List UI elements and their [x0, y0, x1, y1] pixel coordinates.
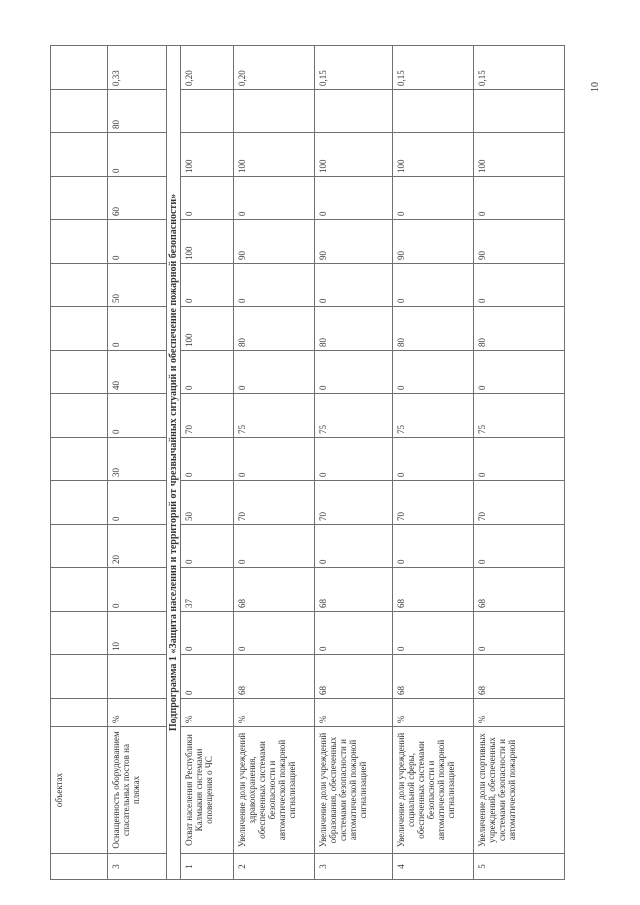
cell-value: 0: [315, 350, 393, 393]
cell-value: 70: [315, 480, 393, 524]
table-row-header-fragment: [50, 45, 108, 880]
cell-value: [50, 263, 108, 306]
cell-weight: [50, 45, 108, 89]
cell-value: 80: [474, 306, 565, 350]
cell-unit: %: [234, 698, 315, 726]
cell-value: [50, 524, 108, 567]
cell-value: 100: [393, 132, 474, 176]
cell-weight: 0,33: [108, 45, 167, 89]
cell-value: [393, 89, 474, 132]
cell-base: [108, 654, 167, 698]
cell-base: [50, 654, 108, 698]
cell-value: 0: [181, 524, 234, 567]
cell-name: Увеличение доли учреждений здравоохранения, обеспеченных системами безопасности и автоматической пожарной сигнализацией: [234, 726, 315, 853]
cell-value: 68: [234, 567, 315, 611]
cell-value: 0: [234, 437, 315, 480]
cell-value: 100: [234, 132, 315, 176]
cell-value: [50, 306, 108, 350]
cell-value: [181, 89, 234, 132]
cell-value: 40: [108, 350, 167, 393]
cell-value: 75: [393, 393, 474, 437]
cell-unit: %: [181, 698, 234, 726]
cell-value: 0: [181, 176, 234, 219]
cell-value: [50, 219, 108, 263]
cell-value: [234, 89, 315, 132]
cell-weight: 0,20: [234, 45, 315, 89]
cell-base: 68: [234, 654, 315, 698]
cell-unit: %: [315, 698, 393, 726]
table-row: [474, 45, 565, 880]
cell-value: [50, 89, 108, 132]
cell-value: 68: [474, 567, 565, 611]
cell-value: 30: [108, 437, 167, 480]
table-row: [234, 45, 315, 880]
cell-value: 0: [474, 263, 565, 306]
cell-value: 75: [474, 393, 565, 437]
cell-value: 70: [474, 480, 565, 524]
cell-name: Оснащенность оборудованием спасательных постов на пляжах: [108, 726, 167, 853]
cell-value: 10: [108, 611, 167, 654]
cell-num: 3: [315, 853, 393, 880]
cell-value: 100: [474, 132, 565, 176]
cell-value: 0: [315, 524, 393, 567]
cell-value: 0: [108, 567, 167, 611]
cell-value: [50, 437, 108, 480]
cell-name: Охват населения Республики Калмыкия системами оповещения о ЧС: [181, 726, 234, 853]
cell-value: 0: [108, 306, 167, 350]
cell-value: 90: [234, 219, 315, 263]
cell-value: 0: [393, 611, 474, 654]
cell-num: 2: [234, 853, 315, 880]
cell-value: 0: [474, 437, 565, 480]
cell-value: 68: [393, 567, 474, 611]
cell-value: 100: [181, 219, 234, 263]
cell-value: 70: [393, 480, 474, 524]
cell-name: Увеличение доли спортивных учреждений, обеспеченных системами безопасности и автоматической пожарной: [474, 726, 565, 853]
cell-value: 90: [474, 219, 565, 263]
page-number: 10: [590, 82, 601, 92]
indicator-table-container: [50, 45, 565, 880]
cell-value: 0: [474, 611, 565, 654]
cell-value: 0: [234, 350, 315, 393]
cell-num: 3: [108, 853, 167, 880]
cell-base: 68: [315, 654, 393, 698]
cell-value: 80: [315, 306, 393, 350]
cell-value: 75: [315, 393, 393, 437]
cell-value: 80: [393, 306, 474, 350]
cell-value: 0: [474, 524, 565, 567]
cell-value: 70: [234, 480, 315, 524]
subprogram-title: Подпрограмма 1 «Защита населения и территорий от чрезвычайных ситуаций и обеспечение пожарной безопасности»: [167, 45, 181, 880]
cell-value: 0: [474, 176, 565, 219]
table-row: [181, 45, 234, 880]
cell-value: [474, 89, 565, 132]
cell-name: Увеличение доли учреждений образования, обеспеченных системами безопасности и автоматической пожарной сигнализацией: [315, 726, 393, 853]
cell-value: 0: [474, 350, 565, 393]
cell-value: [50, 567, 108, 611]
cell-num: [50, 853, 108, 880]
cell-weight: 0,15: [315, 45, 393, 89]
cell-value: [50, 611, 108, 654]
cell-value: 0: [181, 263, 234, 306]
cell-value: 0: [315, 611, 393, 654]
cell-value: 80: [234, 306, 315, 350]
cell-value: 0: [393, 350, 474, 393]
cell-value: [50, 350, 108, 393]
cell-num: 4: [393, 853, 474, 880]
cell-base: 0: [181, 654, 234, 698]
cell-value: 100: [181, 306, 234, 350]
cell-value: 50: [181, 480, 234, 524]
cell-unit: %: [108, 698, 167, 726]
cell-unit: [50, 698, 108, 726]
cell-value: 100: [315, 132, 393, 176]
cell-name: Увеличение доли учреждений социальной сферы, обеспеченных системами безопасности и автоматической пожарной сигнализацией: [393, 726, 474, 853]
cell-weight: 0,15: [393, 45, 474, 89]
cell-value: 0: [108, 393, 167, 437]
cell-value: 0: [393, 263, 474, 306]
cell-value: 100: [181, 132, 234, 176]
table-row: [315, 45, 393, 880]
cell-value: 68: [315, 567, 393, 611]
cell-value: 0: [315, 176, 393, 219]
cell-value: 90: [393, 219, 474, 263]
cell-value: 0: [393, 176, 474, 219]
cell-value: 60: [108, 176, 167, 219]
subprogram-row: [167, 45, 181, 880]
cell-value: 0: [393, 437, 474, 480]
cell-num: 5: [474, 853, 565, 880]
cell-value: 0: [393, 524, 474, 567]
cell-name: объектах: [50, 726, 108, 853]
indicator-table: [50, 45, 565, 880]
cell-value: 0: [108, 132, 167, 176]
cell-value: [50, 393, 108, 437]
cell-value: 0: [108, 219, 167, 263]
cell-base: 68: [393, 654, 474, 698]
cell-unit: %: [474, 698, 565, 726]
cell-value: 20: [108, 524, 167, 567]
cell-value: 37: [181, 567, 234, 611]
cell-value: 75: [234, 393, 315, 437]
cell-value: 70: [181, 393, 234, 437]
cell-value: [315, 89, 393, 132]
cell-value: 0: [315, 437, 393, 480]
cell-value: 0: [108, 480, 167, 524]
cell-value: 0: [234, 611, 315, 654]
cell-value: 0: [181, 611, 234, 654]
cell-value: 80: [108, 89, 167, 132]
cell-value: 0: [234, 524, 315, 567]
cell-value: [50, 132, 108, 176]
cell-value: 90: [315, 219, 393, 263]
cell-num: 1: [181, 853, 234, 880]
cell-value: [50, 480, 108, 524]
cell-value: 0: [234, 263, 315, 306]
cell-weight: 0,20: [181, 45, 234, 89]
cell-value: 0: [234, 176, 315, 219]
cell-weight: 0,15: [474, 45, 565, 89]
table-row: [108, 45, 167, 880]
cell-value: [50, 176, 108, 219]
cell-value: 50: [108, 263, 167, 306]
cell-base: 68: [474, 654, 565, 698]
cell-value: 0: [181, 437, 234, 480]
cell-value: 0: [181, 350, 234, 393]
cell-unit: %: [393, 698, 474, 726]
table-row: [393, 45, 474, 880]
cell-value: 0: [315, 263, 393, 306]
